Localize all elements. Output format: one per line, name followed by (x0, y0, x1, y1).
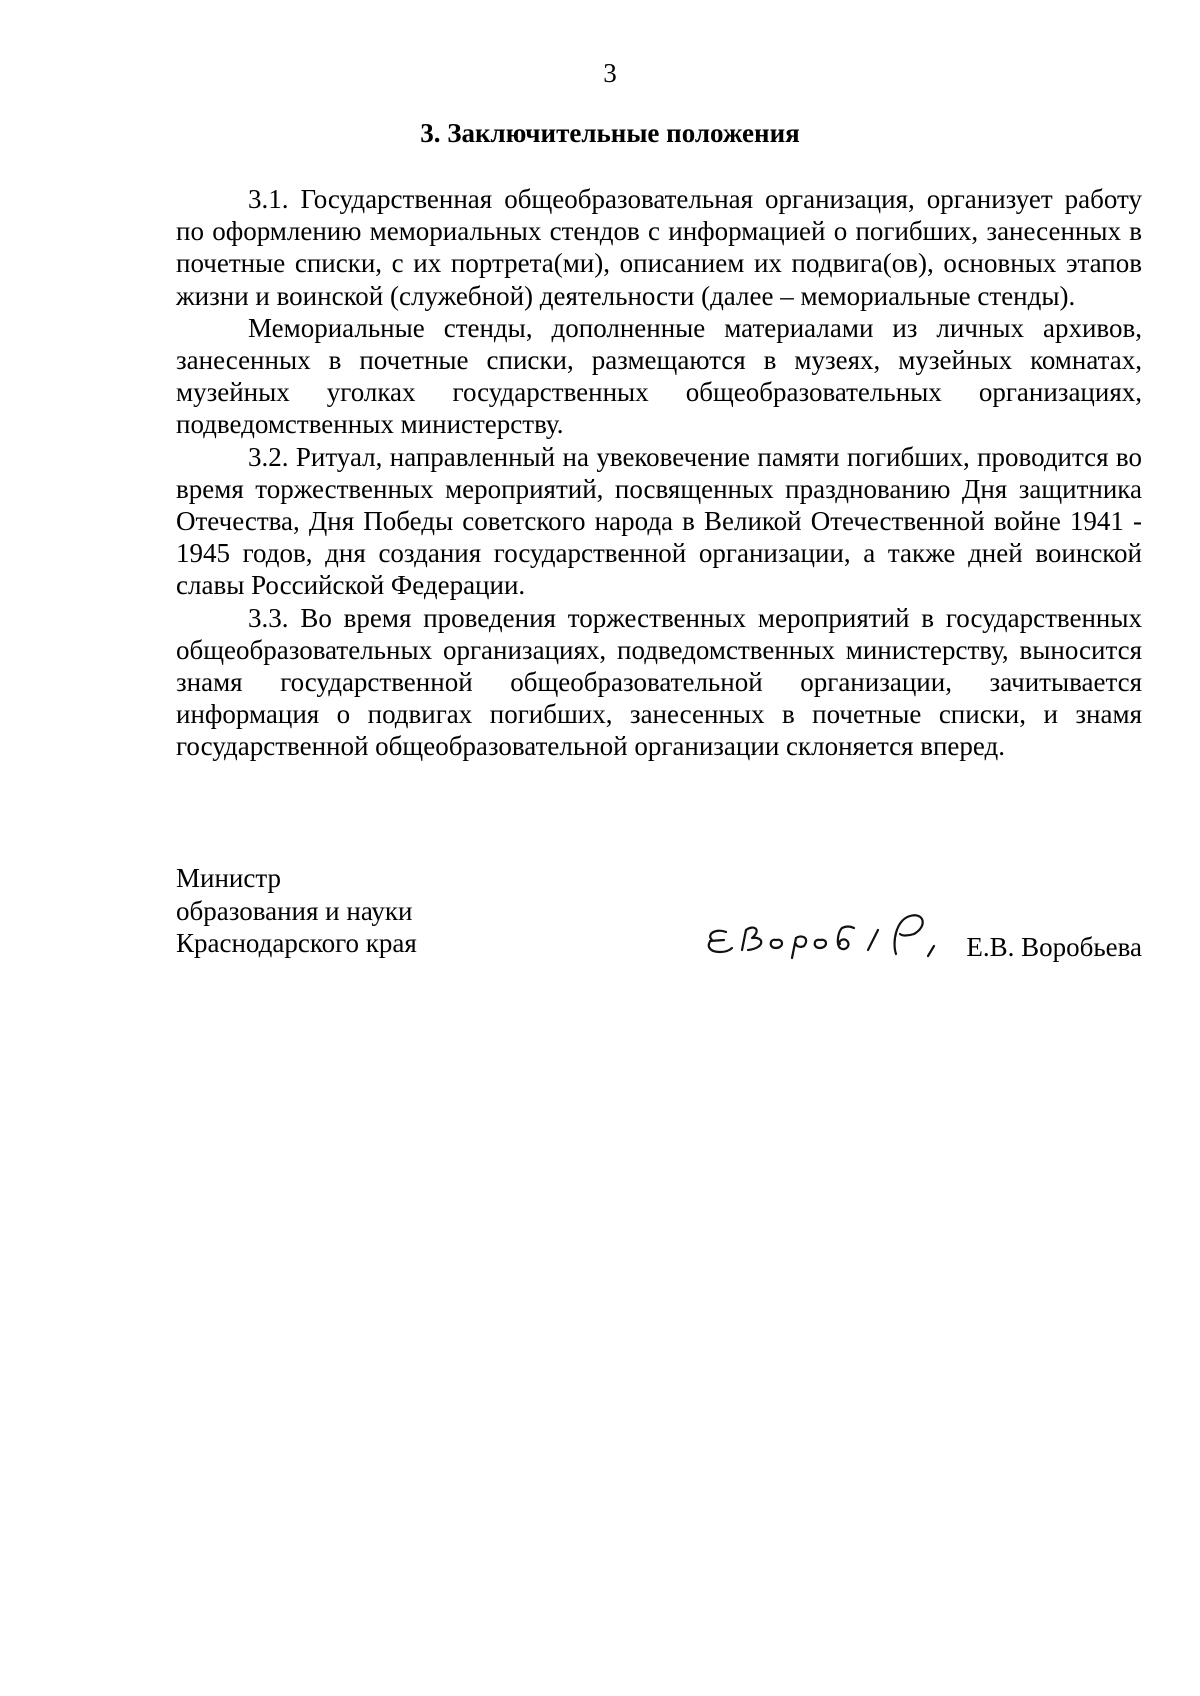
signatory-title (176, 862, 417, 960)
paragraph-3-1: 3.1. Государственная общеобразовательная организация, организует работу по оформлению мемориальных стендов с информацией о погибших, занесенных в почетные списки, с их портрета(ми), описанием их подвига(ов), основных этапов жизни и воинской (служебной) деятельности (далее – мемориальные стенды). (176, 184, 1142, 311)
signatory-title-line: Министр (176, 863, 281, 893)
paragraph-3-3: 3.3. Во время проведения торжественных мероприятий в государственных общеобразовательных организациях, подведомственных министерству, выносится знамя государственной общеобразовательной организации, зачитывается информация о подвигах погибших, занесенных в почетные списки, и знамя государственной общеобразовательной организации склоняется вперед. (176, 602, 1142, 762)
signatory-title-line: Краснодарского края (176, 928, 417, 958)
section-title: 3. Заключительные положения (420, 118, 800, 148)
signatory-title-line: образования и науки (176, 895, 413, 926)
paragraph-memorial-stands: Мемориальные стенды, дополненные материалами из личных архивов, занесенных в почетные списки, размещаются в музеях, музейных комнатах, музейных уголках государственных общеобразовательных организациях, подведомственных министерству. (176, 312, 1142, 440)
signatory-name: Е.В. Воробьева (966, 932, 1142, 962)
paragraph-3-2: 3.2. Ритуал, направленный на увековечение памяти погибших, проводится во время торжественных мероприятий, посвященных празднованию Дня защитника Отечества, Дня Победы советского народа в Великой Отечественной войне 1941 - 1945 годов, дня создания государственной организации, а также дней воинской славы Российской Федерации. (176, 441, 1142, 601)
page-number: 3 (603, 58, 617, 88)
signature-block (176, 862, 1142, 972)
handwritten-signature (696, 906, 966, 966)
body-text (176, 183, 1142, 763)
